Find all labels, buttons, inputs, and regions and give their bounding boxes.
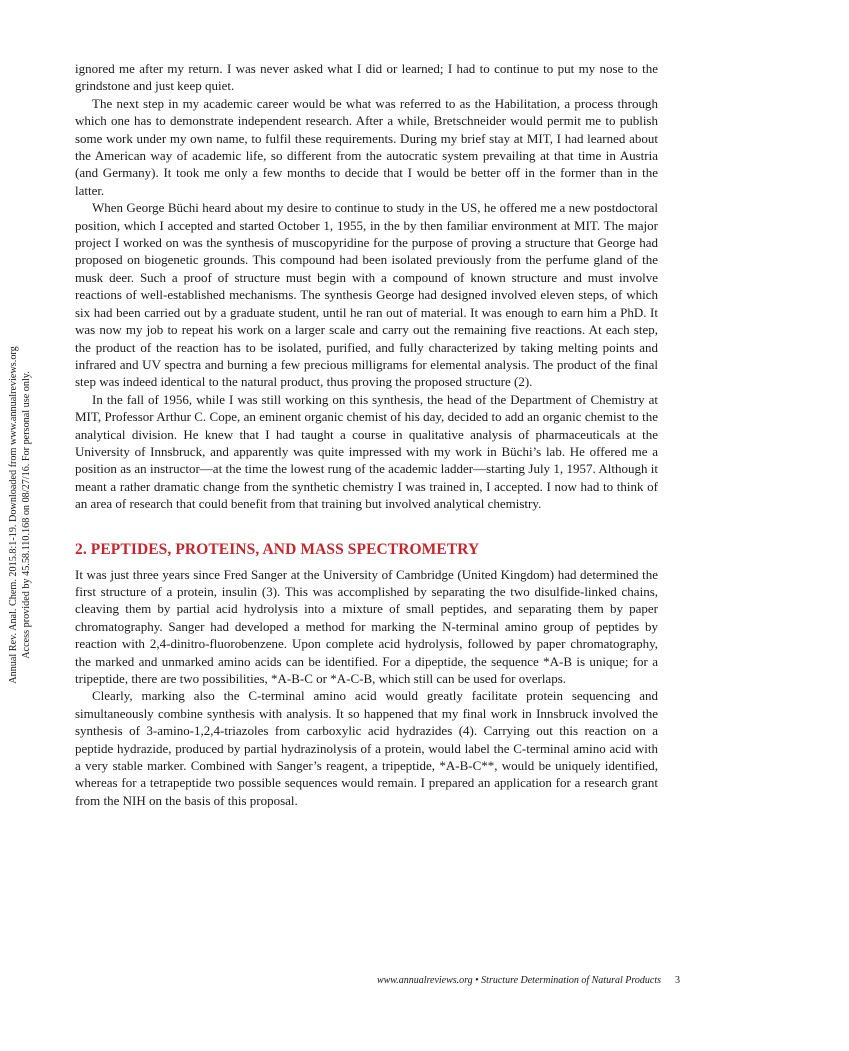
paragraph: It was just three years since Fred Sanger at the University of Cambridge (United Kingdom) had determined the first structure of a protein, insulin (3). This was accomplished by separating the two disulfide-linked chains, cleaving them by partial acid hydrolysis into a mixture of small peptides, and separating them by paper chromatography. Sanger had developed a method for marking the N-terminal amino group of peptides by reaction with 2,4-dinitro-fluorobenzene. Upon complete acid hydrolysis, followed by paper chromatography, the marked and unmarked amino acids can be identified. For a dipeptide, the sequence *A-B is unique; for a tripeptide, there are two possibilities, *A-B-C or *A-C-B, which still can be used for overlaps.	[75, 566, 658, 686]
download-notice	[8, 295, 33, 735]
page-number: 3	[675, 975, 680, 986]
page-footer	[200, 975, 680, 986]
download-notice-line-2: Access provided by 45.58.110.168 on 08/27/16. For personal use only.	[20, 371, 32, 659]
article-body	[75, 60, 658, 809]
download-notice-line-1: Annual Rev. Anal. Chem. 2015.8:1-19. Downloaded from www.annualreviews.org	[8, 346, 19, 684]
paragraph: Clearly, marking also the C-terminal amino acid would greatly facilitate protein sequencing and simultaneously combine synthesis with analysis. It so happened that my final work in Innsbruck involved the synthesis of 3-amino-1,2,4-triazoles from carboxylic acid hydrazides (4). Carrying out this reaction on a peptide hydrazide, produced by partial hydrazinolysis of a protein, would label the C-terminal amino acid with a very stable marker. Combined with Sanger’s reagent, a tripeptide, *A-B-C**, would be uniquely identified, whereas for a tetrapeptide two possible sequences would remain. I prepared an application for a research grant from the NIH on the basis of this proposal.	[75, 688, 658, 808]
paragraph: When George Büchi heard about my desire to continue to study in the US, he offered me a new postdoctoral position, which I accepted and started October 1, 1955, in the by then familiar environment at MIT. The major project I worked on was the synthesis of muscopyridine for the purpose of proving a structure that George had proposed on biogenetic grounds. This compound had been isolated previously from the perfume gland of the musk deer. Such a proof of structure must begin with a compound of known structure and must involve reactions of well-established mechanisms. The synthesis George had designed involved eleven steps, of which six had been carried out by a graduate student, until he ran out of material. It was enough to earn him a PhD. It was now my job to repeat his work on a larger scale and carry out the remaining five reactions. At each step, the product of the reaction has to be isolated, purified, and fully characterized by taking melting points and infrared and UV spectra and burning a few precious milligrams for elemental analysis. The product of the final step was indeed identical to the natural product, thus proving the proposed structure (2).	[75, 200, 658, 390]
paragraph: The next step in my academic career would be what was referred to as the Habilitation, a process through which one has to demonstrate independent research. After a while, Bretschneider would permit me to publish some work under my own name, to fulfil these requirements. During my brief stay at MIT, I had learned about the American way of academic life, so different from the autocratic system prevailing at that time in Austria (and Germany). It took me only a few months to decide that I would be better off in the former than in the latter.	[75, 95, 658, 198]
paragraph: ignored me after my return. I was never asked what I did or learned; I had to continue to put my nose to the grindstone and just keep quiet.	[75, 61, 658, 94]
section-heading: 2. PEPTIDES, PROTEINS, AND MASS SPECTROMETRY	[75, 540, 480, 558]
footer-text: www.annualreviews.org • Structure Determination of Natural Products	[376, 975, 661, 986]
paragraph: In the fall of 1956, while I was still working on this synthesis, the head of the Department of Chemistry at MIT, Professor Arthur C. Cope, an eminent organic chemist of his day, decided to add an organic chemist to the analytical division. He knew that I had taught a course in qualitative analysis of pharmaceuticals at the University of Innsbruck, and apparently was quite impressed with my work in Büchi’s lab. He offered me a position as an instructor—at the time the lowest rung of the academic ladder—starting July 1, 1957. Although it meant a rather dramatic change from the synthetic chemistry I was trained in, I accepted. I now had to think of an area of research that could benefit from that training but involved analytical chemistry.	[75, 391, 658, 512]
